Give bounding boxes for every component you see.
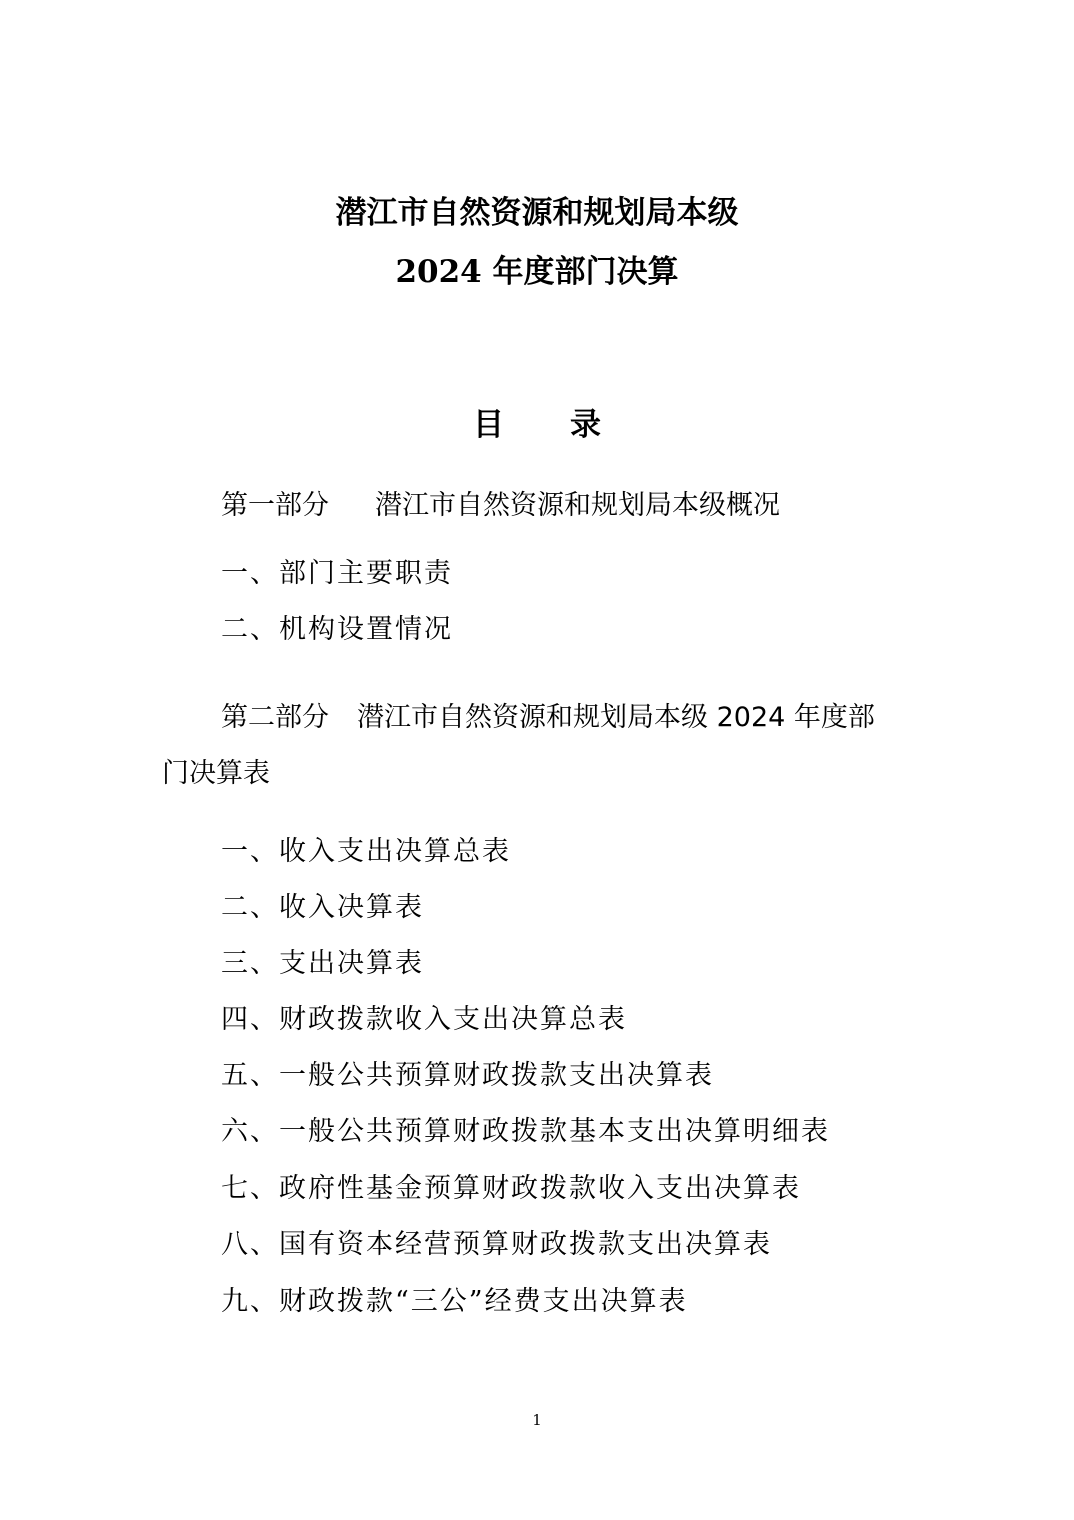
toc-item: 一、部门主要职责 bbox=[221, 558, 453, 589]
toc-item: 五、一般公共预算财政拨款支出决算表 bbox=[221, 1060, 714, 1091]
toc-heading-first: 目 bbox=[473, 407, 504, 443]
toc-item: 六、一般公共预算财政拨款基本支出决算明细表 bbox=[221, 1116, 830, 1147]
toc-part-1-heading bbox=[221, 486, 780, 526]
part-2-title-line-1: 潜江市自然资源和规划局本级 2024 年度部 bbox=[357, 702, 875, 733]
part-2-title-line-2: 门决算表 bbox=[162, 758, 270, 789]
toc-part-2-heading bbox=[221, 698, 875, 738]
part-1-label: 第一部分 bbox=[221, 490, 329, 521]
toc-heading-second: 录 bbox=[570, 407, 601, 443]
toc-item: 九、财政拨款“三公”经费支出决算表 bbox=[221, 1286, 688, 1317]
toc-heading bbox=[0, 403, 1074, 447]
page-number: 1 bbox=[532, 1411, 542, 1429]
title-line-1: 潜江市自然资源和规划局本级 bbox=[335, 195, 739, 231]
toc-item: 八、国有资本经营预算财政拨款支出决算表 bbox=[221, 1229, 772, 1260]
toc-item: 三、支出决算表 bbox=[221, 948, 424, 979]
part-2-label: 第二部分 bbox=[221, 702, 329, 733]
title-line-2: 2024 年度部门决算 bbox=[395, 254, 679, 290]
toc-item: 二、机构设置情况 bbox=[221, 614, 453, 645]
part-1-title: 潜江市自然资源和规划局本级概况 bbox=[375, 490, 780, 521]
toc-item: 七、政府性基金预算财政拨款收入支出决算表 bbox=[221, 1173, 801, 1204]
toc-item: 四、财政拨款收入支出决算总表 bbox=[221, 1004, 627, 1035]
toc-item: 二、收入决算表 bbox=[221, 892, 424, 923]
toc-item: 一、收入支出决算总表 bbox=[221, 836, 511, 867]
